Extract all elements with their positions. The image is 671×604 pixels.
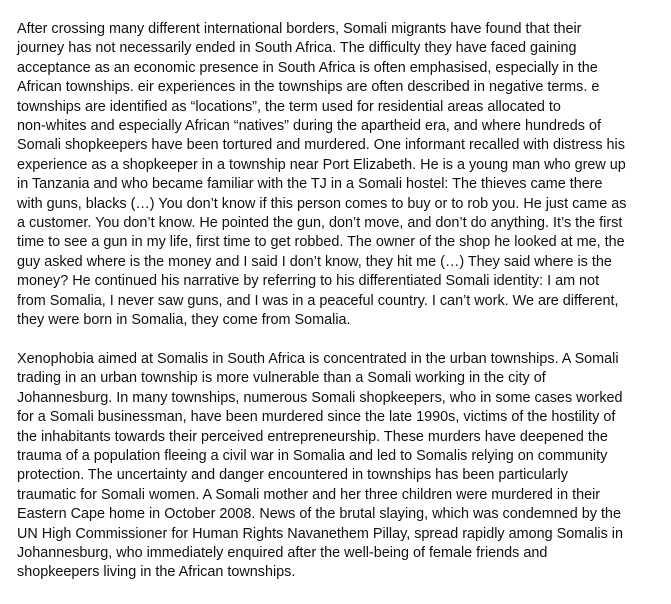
text-line: for a Somali businessman, have been murdered since the late 1990s, victims of the hostility of — [17, 409, 616, 426]
paragraph-1 — [17, 20, 657, 331]
text-line: trauma of a population fleeing a civil war in Somalia and led to Somalis relying on community — [17, 447, 608, 464]
text-line: townships are identified as “locations”, the term used for residential areas allocated to — [17, 98, 561, 115]
text-line: from Somalia, I never saw guns, and I was in a peaceful country. I can’t work. We are different, — [17, 292, 619, 309]
text-line: Xenophobia aimed at Somalis in South Africa is concentrated in the urban townships. A Somali — [17, 350, 619, 367]
document-body — [17, 20, 657, 583]
text-line: Eastern Cape home in October 2008. News of the brutal slaying, which was condemned by the — [17, 506, 621, 523]
text-line: After crossing many different international borders, Somali migrants have found that their — [17, 21, 582, 37]
text-line: Johannesburg, who immediately enquired after the well-being of female friends and — [17, 544, 548, 561]
text-line: they were born in Somalia, they come from Somalia. — [17, 312, 351, 329]
text-line: with guns, blacks (…) You don’t know if this person comes to buy or to rob you. He just came as — [17, 195, 627, 212]
text-line: acceptance as an economic presence in South Africa is often emphasised, especially in the — [17, 59, 598, 76]
text-line: guy asked where is the money and I said I don’t know, they hit me (…) They said where is the — [17, 253, 612, 270]
text-line: UN High Commissioner for Human Rights Navanethem Pillay, spread rapidly among Somalis in — [17, 525, 623, 542]
text-line: money? He continued his narrative by referring to his differentiated Somali identity: I am not — [17, 273, 600, 290]
text-line: the inhabitants towards their perceived entrepreneurship. These murders have deepened the — [17, 428, 608, 445]
text-line: a customer. You don’t know. He pointed the gun, don’t move, and don’t do anything. It’s the first — [17, 215, 623, 232]
text-line: non-whites and especially African “natives” during the apartheid era, and where hundreds of — [17, 118, 601, 135]
text-line: experience as a shopkeeper in a township near Port Elizabeth. He is a young man who grew up — [17, 156, 626, 173]
text-line: Somali shopkeepers have been tortured and murdered. One informant recalled with distress his — [17, 137, 625, 154]
text-line: protection. The uncertainty and danger encountered in townships has been particularly — [17, 467, 568, 484]
text-line: traumatic for Somali women. A Somali mother and her three children were murdered in their — [17, 486, 601, 503]
text-line: Johannesburg. In many townships, numerous Somali shopkeepers, who in some cases worked — [17, 389, 623, 406]
paragraph-2 — [17, 350, 657, 583]
text-line: time to see a gun in my life, first time to get robbed. The owner of the shop he looked at me, the — [17, 234, 625, 251]
text-line: African townships. eir experiences in the townships are often described in negative terms. e — [17, 79, 600, 96]
text-line: journey has not necessarily ended in South Africa. The difficulty they have faced gaining — [17, 40, 577, 57]
text-line: trading in an urban township is more vulnerable than a Somali working in the city of — [17, 370, 546, 387]
text-line: shopkeepers living in the African townships. — [17, 564, 296, 581]
text-line: in Tanzania and who became familiar with the TJ in a Somali hostel: The thieves came there — [17, 176, 603, 193]
